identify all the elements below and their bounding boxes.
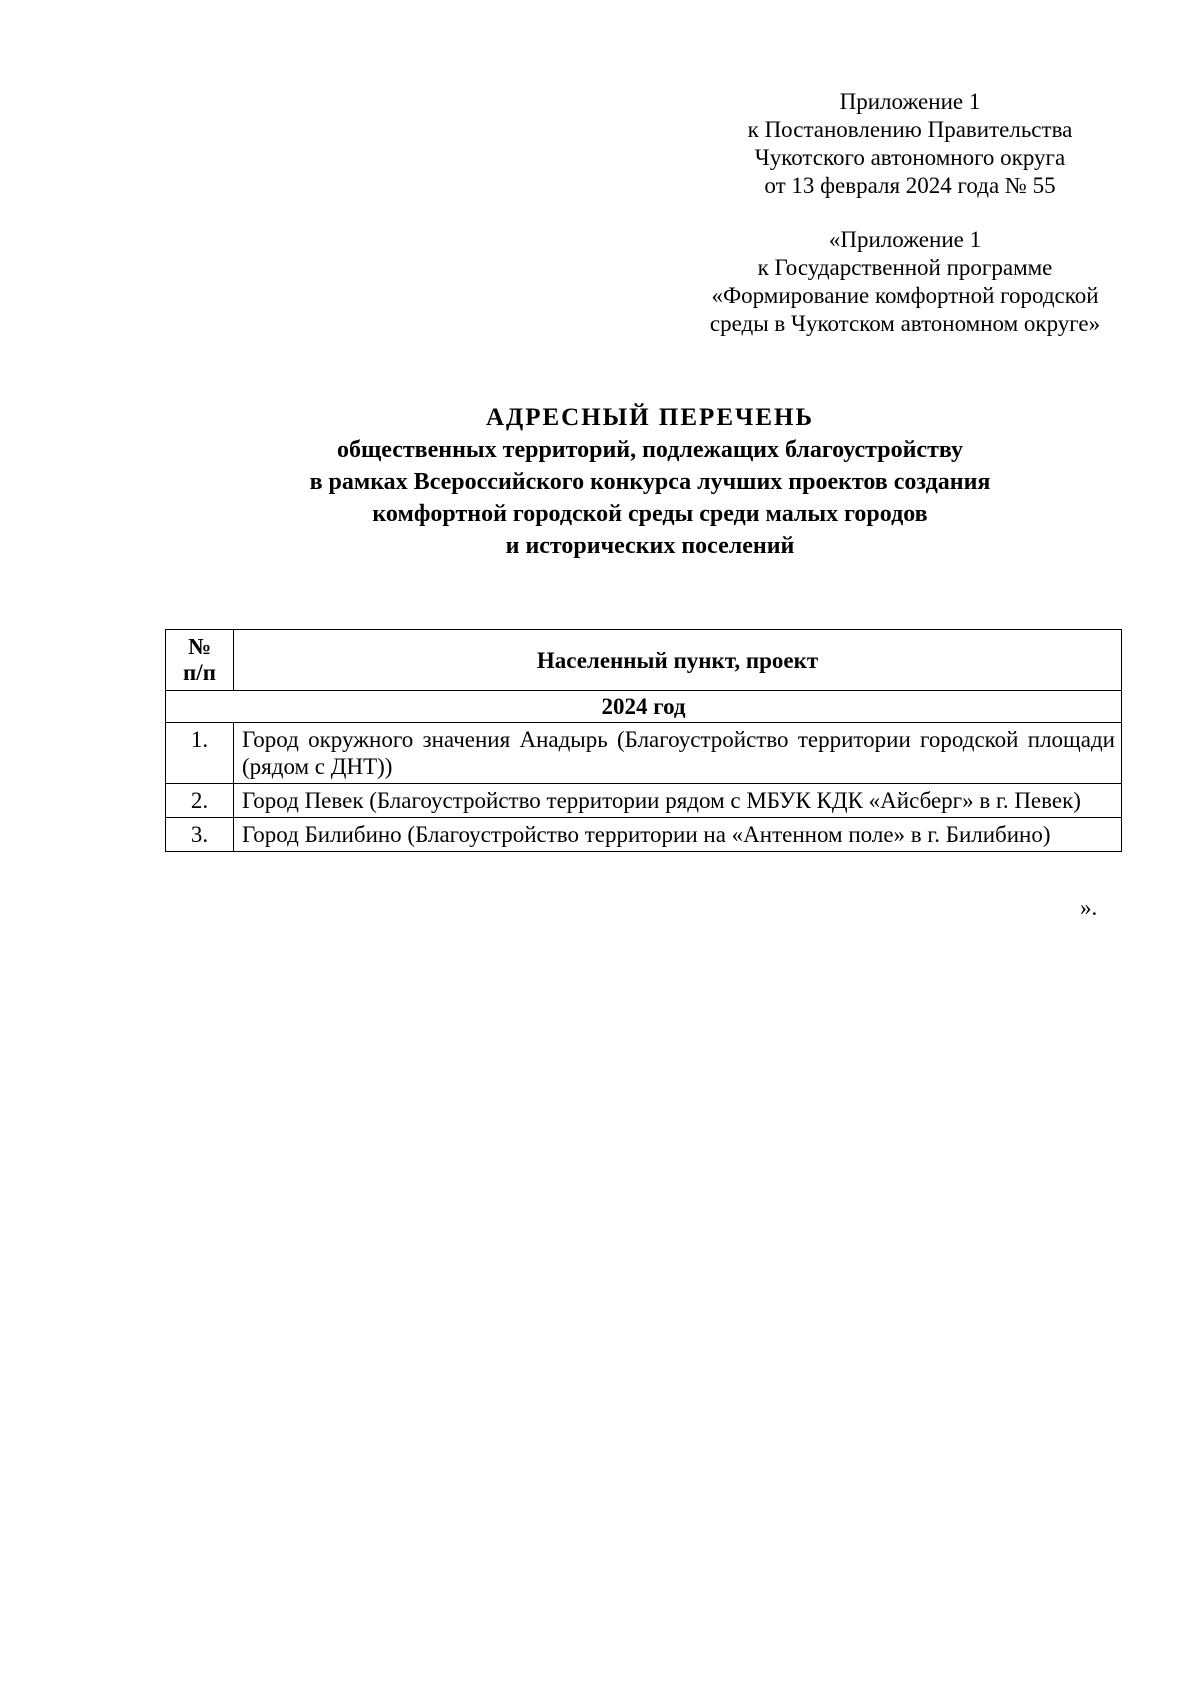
- appendix-to-resolution: [720, 88, 1100, 200]
- table-row: [166, 784, 1122, 818]
- year-label: 2024 год: [166, 691, 1122, 723]
- table-row: [166, 818, 1122, 852]
- appendix-line: от 13 февраля 2024 года № 55: [764, 173, 1056, 198]
- appendix-line: Приложение 1: [839, 89, 981, 114]
- document-title: [160, 402, 1140, 562]
- title-line: и исторических поселений: [505, 533, 795, 559]
- appendix-line: «Формирование комфортной городской: [711, 283, 1099, 308]
- closing-quote-mark: ».: [1080, 895, 1098, 920]
- projects-table: [165, 629, 1122, 852]
- header-number-symbol: №: [187, 634, 212, 659]
- table-row: [166, 723, 1122, 784]
- row-project: Город окружного значения Анадырь (Благоустройство территории городской площади (рядом с ДНТ)): [234, 723, 1122, 784]
- header-number-abbr: п/п: [183, 660, 216, 685]
- appendix-line: «Приложение 1: [828, 227, 982, 252]
- header-project: Населенный пункт, проект: [234, 630, 1122, 691]
- table-header-row: [166, 630, 1122, 691]
- appendix-line: к Постановлению Правительства: [747, 117, 1073, 142]
- appendix-line: среды в Чукотском автономном округе»: [709, 311, 1101, 336]
- row-number: 2.: [166, 784, 234, 818]
- appendix-line: к Государственной программе: [757, 255, 1053, 280]
- appendix-line: Чукотского автономного округа: [754, 145, 1066, 170]
- row-project: Город Певек (Благоустройство территории рядом с МБУК КДК «Айсберг» в г. Певек): [234, 784, 1122, 818]
- title-heading: АДРЕСНЫЙ ПЕРЕЧЕНЬ: [485, 404, 814, 431]
- year-row: [166, 691, 1122, 723]
- header-number: [166, 630, 234, 691]
- appendix-to-program: [680, 226, 1130, 338]
- row-number: 1.: [166, 723, 234, 784]
- row-project: Город Билибино (Благоустройство территории на «Антенном поле» в г. Билибино): [234, 818, 1122, 852]
- title-line: комфортной городской среды среди малых городов: [372, 501, 928, 527]
- title-line: в рамках Всероссийского конкурса лучших проектов создания: [309, 469, 991, 495]
- title-line: общественных территорий, подлежащих благоустройству: [337, 437, 963, 463]
- row-number: 3.: [166, 818, 234, 852]
